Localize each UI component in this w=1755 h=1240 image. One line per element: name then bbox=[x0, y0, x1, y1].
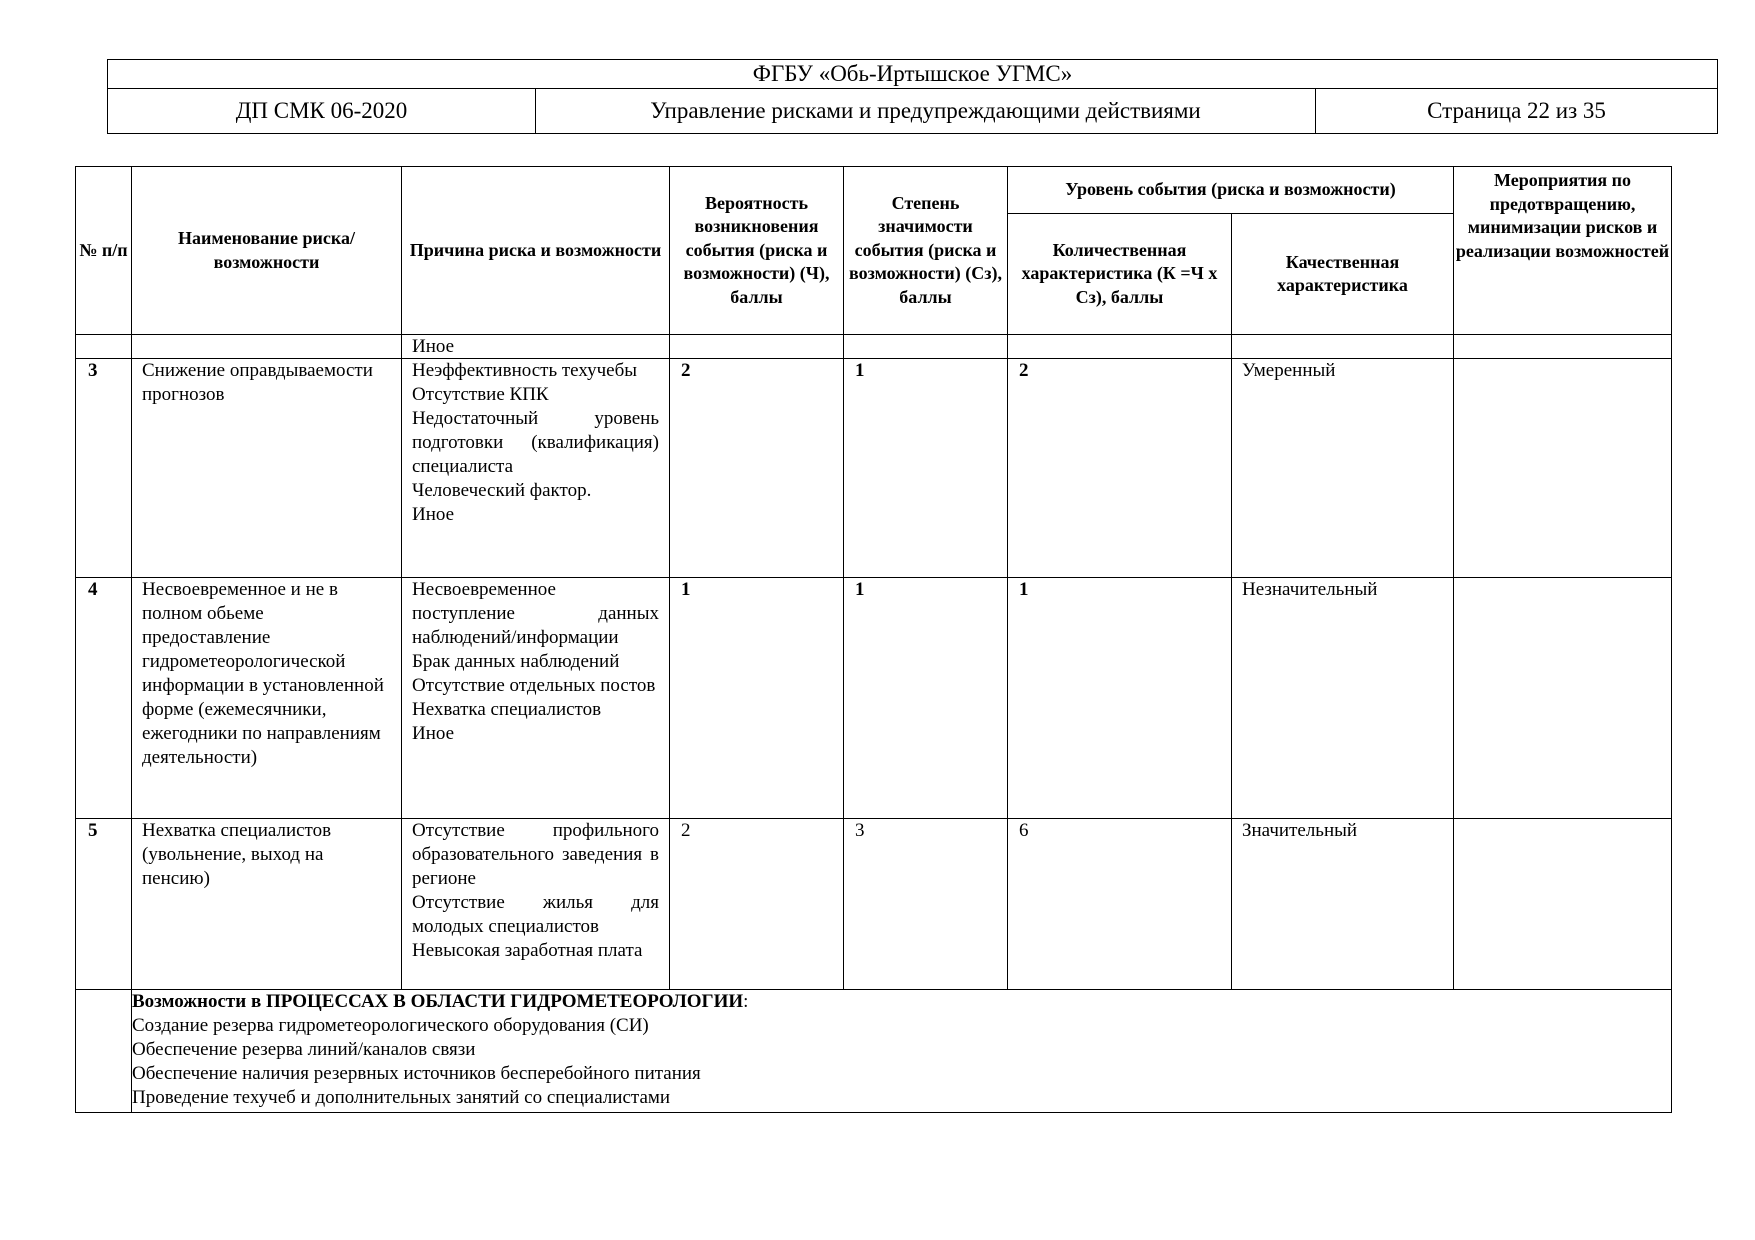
cause-item: Невысокая заработная плата bbox=[412, 940, 643, 961]
cause-cell: Иное bbox=[402, 335, 670, 359]
opportunities-row bbox=[76, 990, 1672, 1113]
header-probability: Вероятность возникновения события (риска и возможности) (Ч), баллы bbox=[670, 167, 844, 335]
row-number: 4 bbox=[76, 578, 132, 819]
header-significance: Степень значимости события (риска и возможности) (Сз), баллы bbox=[844, 167, 1008, 335]
document-code: ДП СМК 06-2020 bbox=[108, 89, 536, 134]
probability-value: 1 bbox=[670, 578, 844, 819]
cause-item: Неэффективность техучебы bbox=[412, 360, 638, 381]
header-cause: Причина риска и возможности bbox=[402, 167, 670, 335]
risk-name: Нехватка специалистов (увольнение, выход на пенсию) bbox=[132, 819, 402, 990]
opportunities-title: Возможности в ПРОЦЕССАХ В ОБЛАСТИ ГИДРОМЕТЕОРОЛОГИИ bbox=[132, 991, 744, 1012]
opportunity-item: Обеспечение резерва линий/каналов связи bbox=[132, 1039, 476, 1060]
quantitative-value: 1 bbox=[1008, 578, 1232, 819]
cause-item: Иное bbox=[412, 723, 455, 744]
cause-item: Нехватка специалистов bbox=[412, 699, 602, 720]
qualitative-value: Значительный bbox=[1232, 819, 1454, 990]
table-row bbox=[76, 819, 1672, 990]
measures-cell bbox=[1454, 819, 1672, 990]
cause-item: Отсутствие КПК bbox=[412, 384, 549, 405]
risk-name: Снижение оправдываемости прогнозов bbox=[132, 359, 402, 578]
significance-value: 3 bbox=[844, 819, 1008, 990]
header-event-level: Уровень события (риска и возможности) bbox=[1008, 167, 1454, 214]
opportunities-heading bbox=[132, 990, 1671, 1014]
opportunity-item: Проведение техучеб и дополнительных занятий со специалистами bbox=[132, 1087, 671, 1108]
cause-item: Отсутствие профильного образовательного заведения в регионе bbox=[412, 820, 659, 889]
opportunities-colon: : bbox=[743, 991, 749, 1012]
opportunities-cell bbox=[132, 990, 1672, 1113]
cause-cell bbox=[402, 819, 670, 990]
qualitative-value: Незначительный bbox=[1232, 578, 1454, 819]
document-header bbox=[107, 59, 1718, 134]
page-number: Страница 22 из 35 bbox=[1316, 89, 1718, 134]
header-quantitative: Количественная характеристика (К =Ч х Сз), баллы bbox=[1008, 214, 1232, 335]
probability-value: 2 bbox=[670, 819, 844, 990]
measures-cell bbox=[1454, 578, 1672, 819]
header-risk-name: Наименование риска/возможности bbox=[132, 167, 402, 335]
qualitative-value: Умеренный bbox=[1232, 359, 1454, 578]
cause-cell bbox=[402, 578, 670, 819]
organization-name: ФГБУ «Обь-Иртышское УГМС» bbox=[108, 60, 1718, 89]
opportunity-item: Обеспечение наличия резервных источников бесперебойного питания bbox=[132, 1063, 701, 1084]
risk-table bbox=[75, 166, 1672, 1113]
header-qualitative: Качественная характеристика bbox=[1232, 214, 1454, 335]
cause-item: Человеческий фактор. bbox=[412, 480, 592, 501]
significance-value: 1 bbox=[844, 359, 1008, 578]
cause-item: Брак данных наблюдений bbox=[412, 651, 620, 672]
header-num: № п/п bbox=[76, 167, 132, 335]
table-row bbox=[76, 578, 1672, 819]
measures-cell bbox=[1454, 359, 1672, 578]
cause-item: Отсутствие отдельных постов bbox=[412, 675, 656, 696]
significance-value: 1 bbox=[844, 578, 1008, 819]
probability-value: 2 bbox=[670, 359, 844, 578]
row-number: 3 bbox=[76, 359, 132, 578]
document-title: Управление рисками и предупреждающими действиями bbox=[536, 89, 1316, 134]
cause-cell bbox=[402, 359, 670, 578]
header-measures: Мероприятия по предотвращению, минимизации рисков и реализации возможностей bbox=[1454, 167, 1672, 335]
table-row-continued bbox=[76, 335, 1672, 359]
cause-item: Несвоевременное поступление данных наблюдений/информации bbox=[412, 579, 659, 648]
cause-item: Отсутствие жилья для молодых специалистов bbox=[412, 892, 659, 937]
cause-item: Иное bbox=[412, 504, 455, 525]
opportunity-item: Создание резерва гидрометеорологического оборудования (СИ) bbox=[132, 1015, 649, 1036]
row-number: 5 bbox=[76, 819, 132, 990]
quantitative-value: 2 bbox=[1008, 359, 1232, 578]
table-row bbox=[76, 359, 1672, 578]
risk-name: Несвоевременное и не в полном обьеме предоставление гидрометеорологической информации в установленной форме (ежемесячники, ежегодники по направлениям деятельности) bbox=[132, 578, 402, 819]
cause-item: Недостаточный уровень подготовки (квалификация) специалиста bbox=[412, 408, 659, 477]
quantitative-value: 6 bbox=[1008, 819, 1232, 990]
